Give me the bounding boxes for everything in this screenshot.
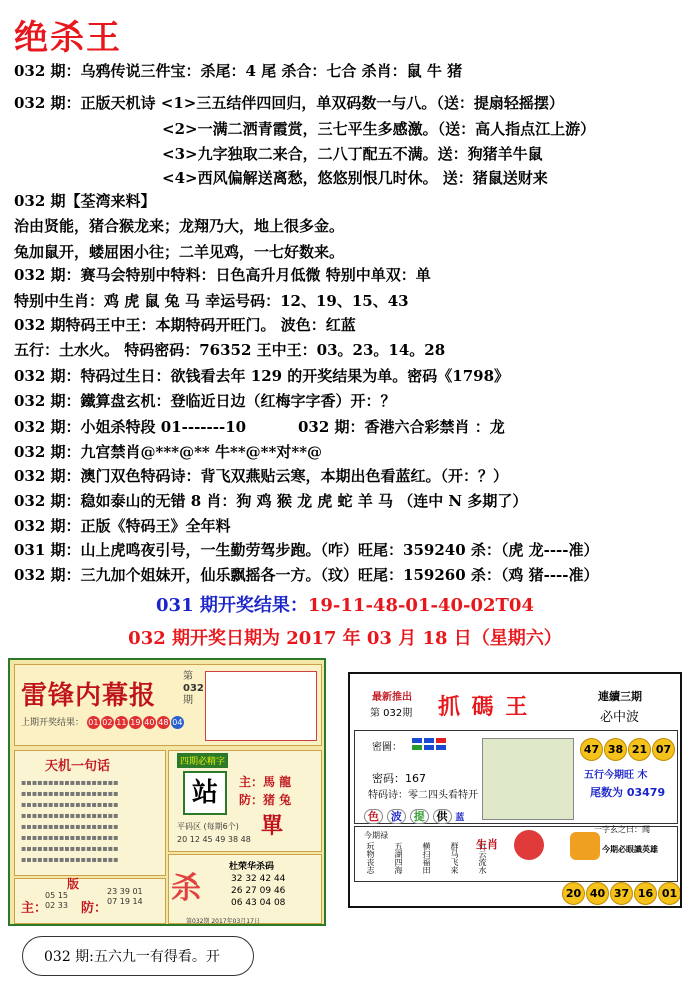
qu-label: 平码区 (每期6个)	[177, 822, 239, 831]
result-label: 031 期开奖结果：	[156, 595, 308, 616]
line-16: 032 期：香港六合彩禁肖 ：龙	[298, 418, 505, 436]
line-19: 032 期：稳如泰山的无错 8 肖：狗 鸡 猴 龙 虎 蛇 羊 马 （连中 N 多期了）	[14, 492, 528, 510]
line-10: 特别中生肖：鸡 虎 鼠 兔 马 幸运号码：12、19、15、43	[14, 292, 409, 310]
zhuama-title: 抓 碼 王	[438, 695, 530, 720]
poem: 特码诗：零二四头看特开	[368, 790, 478, 801]
line-15: 032 期：小姐杀特段 01-------10	[14, 418, 247, 436]
line-20: 032 期：正版《特码王》全年料	[14, 517, 231, 535]
leifeng-tianji-box: 四期必精字 站 主：馬 龍 防：猪 兔 單 平码区 (每期6个) 20 12 45 49 38 48	[168, 750, 322, 852]
line-6: 032 期【荃湾来料】	[14, 192, 156, 210]
yizi: 一字玄之曰：闻	[594, 825, 650, 834]
leifeng-header	[14, 664, 322, 746]
line-21: 031 期：山上虎鸣夜引号，一生勤劳驾步跑。（咋）旺尾：359240 杀：（虎 龙----准）	[14, 541, 599, 559]
leifeng-ban-box: 版 主： 05 15 02 33 防： 23 39 01 07 19 14	[14, 878, 166, 924]
leifeng-poem-box: 天机一句话 ▪▪▪▪▪▪▪▪▪▪▪▪▪▪▪▪▪▪ ▪▪▪▪▪▪▪▪▪▪▪▪▪▪▪▪▪▪ ▪▪▪▪▪▪▪▪▪▪▪▪▪▪▪▪▪▪ ▪▪▪▪▪▪▪▪▪▪▪▪▪▪▪▪▪▪ ▪▪▪▪▪▪▪▪▪▪▪▪▪▪▪▪▪▪ ▪▪▪▪▪▪▪▪▪▪▪▪▪▪▪▪▪▪ ▪▪▪▪▪▪▪▪▪▪▪▪▪▪▪▪▪▪ ▪▪▪▪▪▪▪▪▪▪▪▪▪▪▪▪▪▪	[14, 750, 166, 876]
qu-nums: 20 12 45 49 38 48	[177, 835, 251, 844]
line-17: 032 期：九宫禁肖@***@** 牛**@**对**@	[14, 443, 323, 461]
mima2: 密码：167	[372, 772, 426, 785]
leifeng-du-box: 杀 杜荣华杀码 32 32 42 44 26 27 09 46 06 43 04 08	[168, 854, 322, 924]
leifeng-balls: 上期开奖结果： 01 02 11 19 40 48 04	[21, 718, 183, 728]
line-9: 032 期：赛马会特别中特料：日色高升月低微 特别中单双：单	[14, 266, 431, 284]
result-line	[0, 591, 690, 617]
red-ball-graphic	[514, 830, 544, 860]
line-13: 032 期：特码过生日：欲钱看去年 129 的开奖结果为单。密码《1798》	[14, 367, 510, 385]
zhuama-panel: 最新推出 第 032期 抓 碼 王 連續三期 必中波 密圖： 密码：167 特码诗：零二四头看特开 47 38 21 07 五行今期旺 木 尾数为 03479 色 波 提 供 蓝 今期禄 玩物丧志 五湖四海 横扫福田 群马飞来 行云流水 生肖 一字玄之曰：闻 今期必眼識英雄 20 40 37 16 01	[348, 672, 682, 908]
line-4: <3>九字独取二来合，二八丁配五不满。送：狗猪羊牛鼠	[162, 145, 543, 163]
tiger-graphic	[570, 832, 600, 860]
leifeng-title: 雷锋内幕报	[21, 681, 157, 711]
line-8: 兔加鼠开，蝼屈困小往；二羊见鸡，一七好数来。	[14, 243, 345, 261]
color-tags: 色 波 提 供 蓝	[364, 808, 464, 824]
draw-date: 032 期开奖日期为 2017 年 03 月 18 日（星期六）	[128, 628, 562, 649]
cloud-text: 032 期:五六九一有得看。开	[44, 949, 220, 965]
line-11: 032 期特码王中王：本期特码开旺门。 波色：红蓝	[14, 316, 356, 334]
page-title: 绝杀王	[14, 18, 122, 58]
color-blocks	[412, 738, 446, 750]
line-3: <2>一满二洒青霞赏，三七平生多感激。（送：高人指点江上游）	[162, 120, 596, 138]
line-2: 032 期：正版天机诗 <1>三五结伴四回归，单双码数一与八。（送：提扇轻摇摆）	[14, 94, 564, 112]
zhan-char: 站	[183, 771, 227, 815]
line-1: 032 期：乌鸦传说三件宝：杀尾：4 尾 杀合：七合 杀肖：鼠 牛 猪	[14, 62, 463, 80]
line-18: 032 期：澳门双色特码诗：背飞双燕贴云寒，本期出色看蓝红。（开：？）	[14, 467, 509, 485]
line-22: 032 期：三九加个姐妹开，仙乐飘摇各一方。（玟）旺尾：159260 杀：（鸡 猪----准）	[14, 566, 599, 584]
line-12: 五行：土水火。 特码密码：76352 王中王：03。23。14。28	[14, 341, 446, 359]
line-14: 032 期：鐵算盘玄机：登临近日边（红梅字字香）开：？	[14, 392, 396, 410]
line-7: 治由贤能，猪合猴龙来；龙翔乃大，地上很多金。	[14, 217, 345, 235]
line-5: <4>西风偏解送离愁，悠悠别恨几时休。 送：猪鼠送财来	[162, 169, 548, 187]
leifeng-blank-box	[205, 671, 317, 741]
result-numbers: 19-11-48-01-40-02T04	[307, 595, 534, 616]
leifeng-issue: 第 032 期	[183, 671, 204, 706]
leifeng-panel: 雷锋内幕报 第 032 期 上期开奖结果： 01 02 11 19 40 48 04 天机一句话 ▪▪▪▪▪▪▪▪▪▪▪▪▪▪▪▪▪▪ ▪▪▪▪▪▪▪▪▪▪▪▪▪▪▪▪▪▪ ▪▪▪▪▪▪▪▪▪▪▪▪▪▪▪▪▪▪ ▪▪▪▪▪▪▪▪▪▪▪▪▪▪▪▪▪▪ ▪▪▪▪▪▪▪▪▪▪▪▪▪▪▪▪▪▪ ▪▪▪▪▪▪▪▪▪▪▪▪▪▪▪▪▪▪ ▪▪▪▪▪▪▪▪▪▪▪▪▪▪▪▪▪▪ ▪▪▪▪▪▪▪▪▪▪▪▪▪▪▪▪▪▪ 四期必精字 站 主：馬 龍 防：猪 兔 單 平码区 (每期6个) 20 12 45 49 38 48 版 主： 05 15 02 33 防： 23 39 01 07 19 14 杀 杜荣华杀码 32 32 42 44 26 27 09 46 06 43 04 08 第032期 2017年03月17日	[8, 658, 326, 926]
golfer-picture	[482, 738, 574, 820]
